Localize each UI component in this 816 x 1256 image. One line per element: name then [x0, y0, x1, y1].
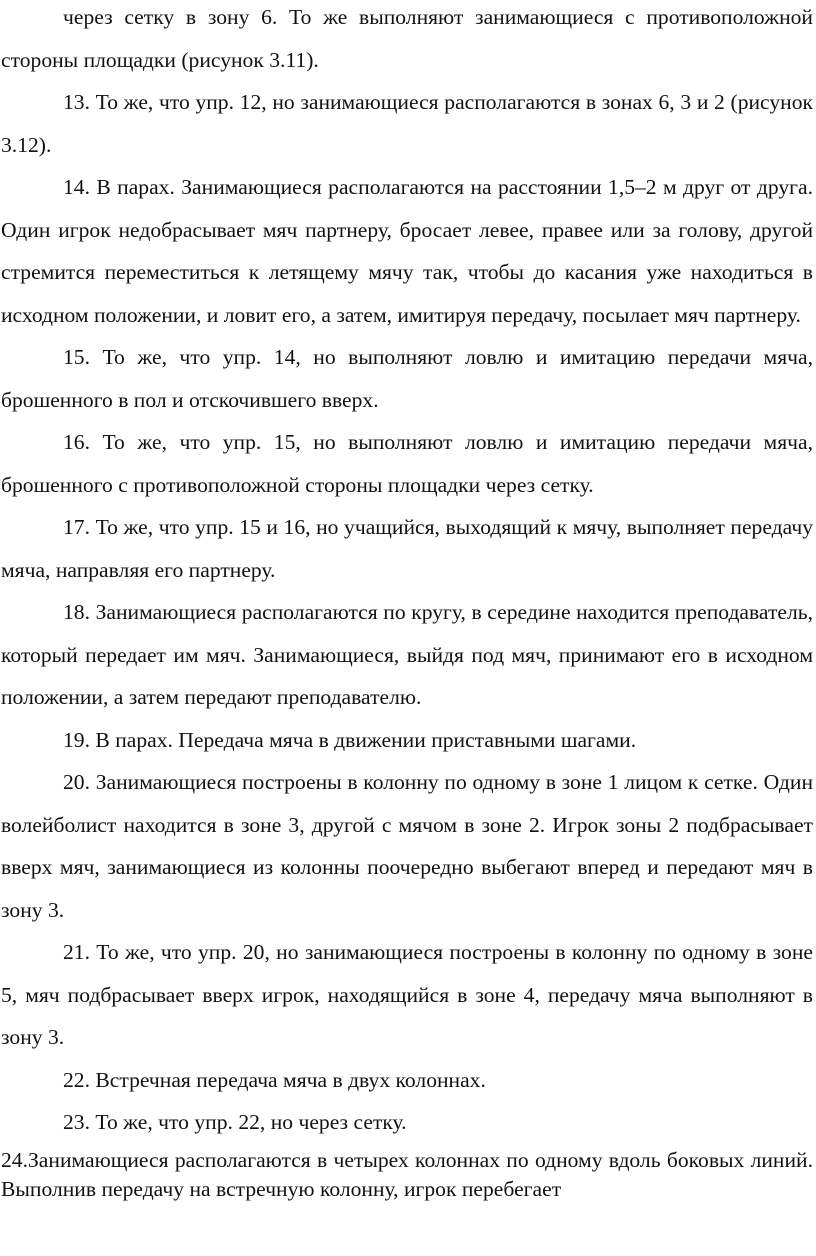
paragraph-exercise-16: 16. То же, что упр. 15, но выполняют ловлю и имитацию передачи мяча, брошенного с противоположной стороны площадки через сетку. [1, 430, 813, 497]
paragraph-exercise-18: 18. Занимающиеся располагаются по кругу, в середине находится преподаватель, который передает им мяч. Занимающиеся, выйдя под мяч, принимают его в исходном положении, а затем передают преподавателю. [1, 600, 813, 709]
paragraph-exercise-17: 17. То же, что упр. 15 и 16, но учащийся, выходящий к мячу, выполняет передачу мяча, направляя его партнеру. [1, 515, 813, 582]
paragraph-exercise-15: 15. То же, что упр. 14, но выполняют ловлю и имитацию передачи мяча, брошенного в пол и отскочившего вверх. [1, 345, 813, 412]
paragraph-exercise-21: 21. То же, что упр. 20, но занимающиеся построены в колонну по одному в зоне 5, мяч подбрасывает вверх игрок, находящийся в зоне 4, передачу мяча выполняют в зону 3. [1, 940, 813, 1049]
paragraph-exercise-24: 24.Занимающиеся располагаются в четырех колоннах по одному вдоль боковых линий. Выполнив передачу на встречную колонну, игрок перебегает [1, 1147, 813, 1201]
paragraph-exercise-23: 23. То же, что упр. 22, но через сетку. [63, 1110, 407, 1134]
paragraph-exercise-14: 14. В парах. Занимающиеся располагаются на расстоянии 1,5–2 м друг от друга. Один игрок недобрасывает мяч партнеру, бросает левее, правее или за голову, другой стремится переместиться к летящему мячу так, чтобы до касания уже находиться в исходном положении, и ловит его, а затем, имитируя передачу, посылает мяч партнеру. [1, 175, 813, 327]
paragraph-exercise-19: 19. В парах. Передача мяча в движении приставными шагами. [63, 727, 637, 752]
paragraph-continuation: через сетку в зону 6. То же выполняют занимающиеся с противоположной стороны площадки (рисунок 3.11). [1, 5, 813, 72]
paragraph-exercise-20: 20. Занимающиеся построены в колонну по одному в зоне 1 лицом к сетке. Один волейболист находится в зоне 3, другой с мячом в зоне 2. Игрок зоны 2 подбрасывает вверх мяч, занимающиеся из колонны поочередно выбегают вперед и передают мяч в зону 3. [1, 770, 813, 922]
paragraph-exercise-22: 22. Встречная передача мяча в двух колоннах. [63, 1067, 486, 1092]
paragraph-exercise-13: 13. То же, что упр. 12, но занимающиеся располагаются в зонах 6, 3 и 2 (рисунок 3.12). [1, 90, 813, 157]
